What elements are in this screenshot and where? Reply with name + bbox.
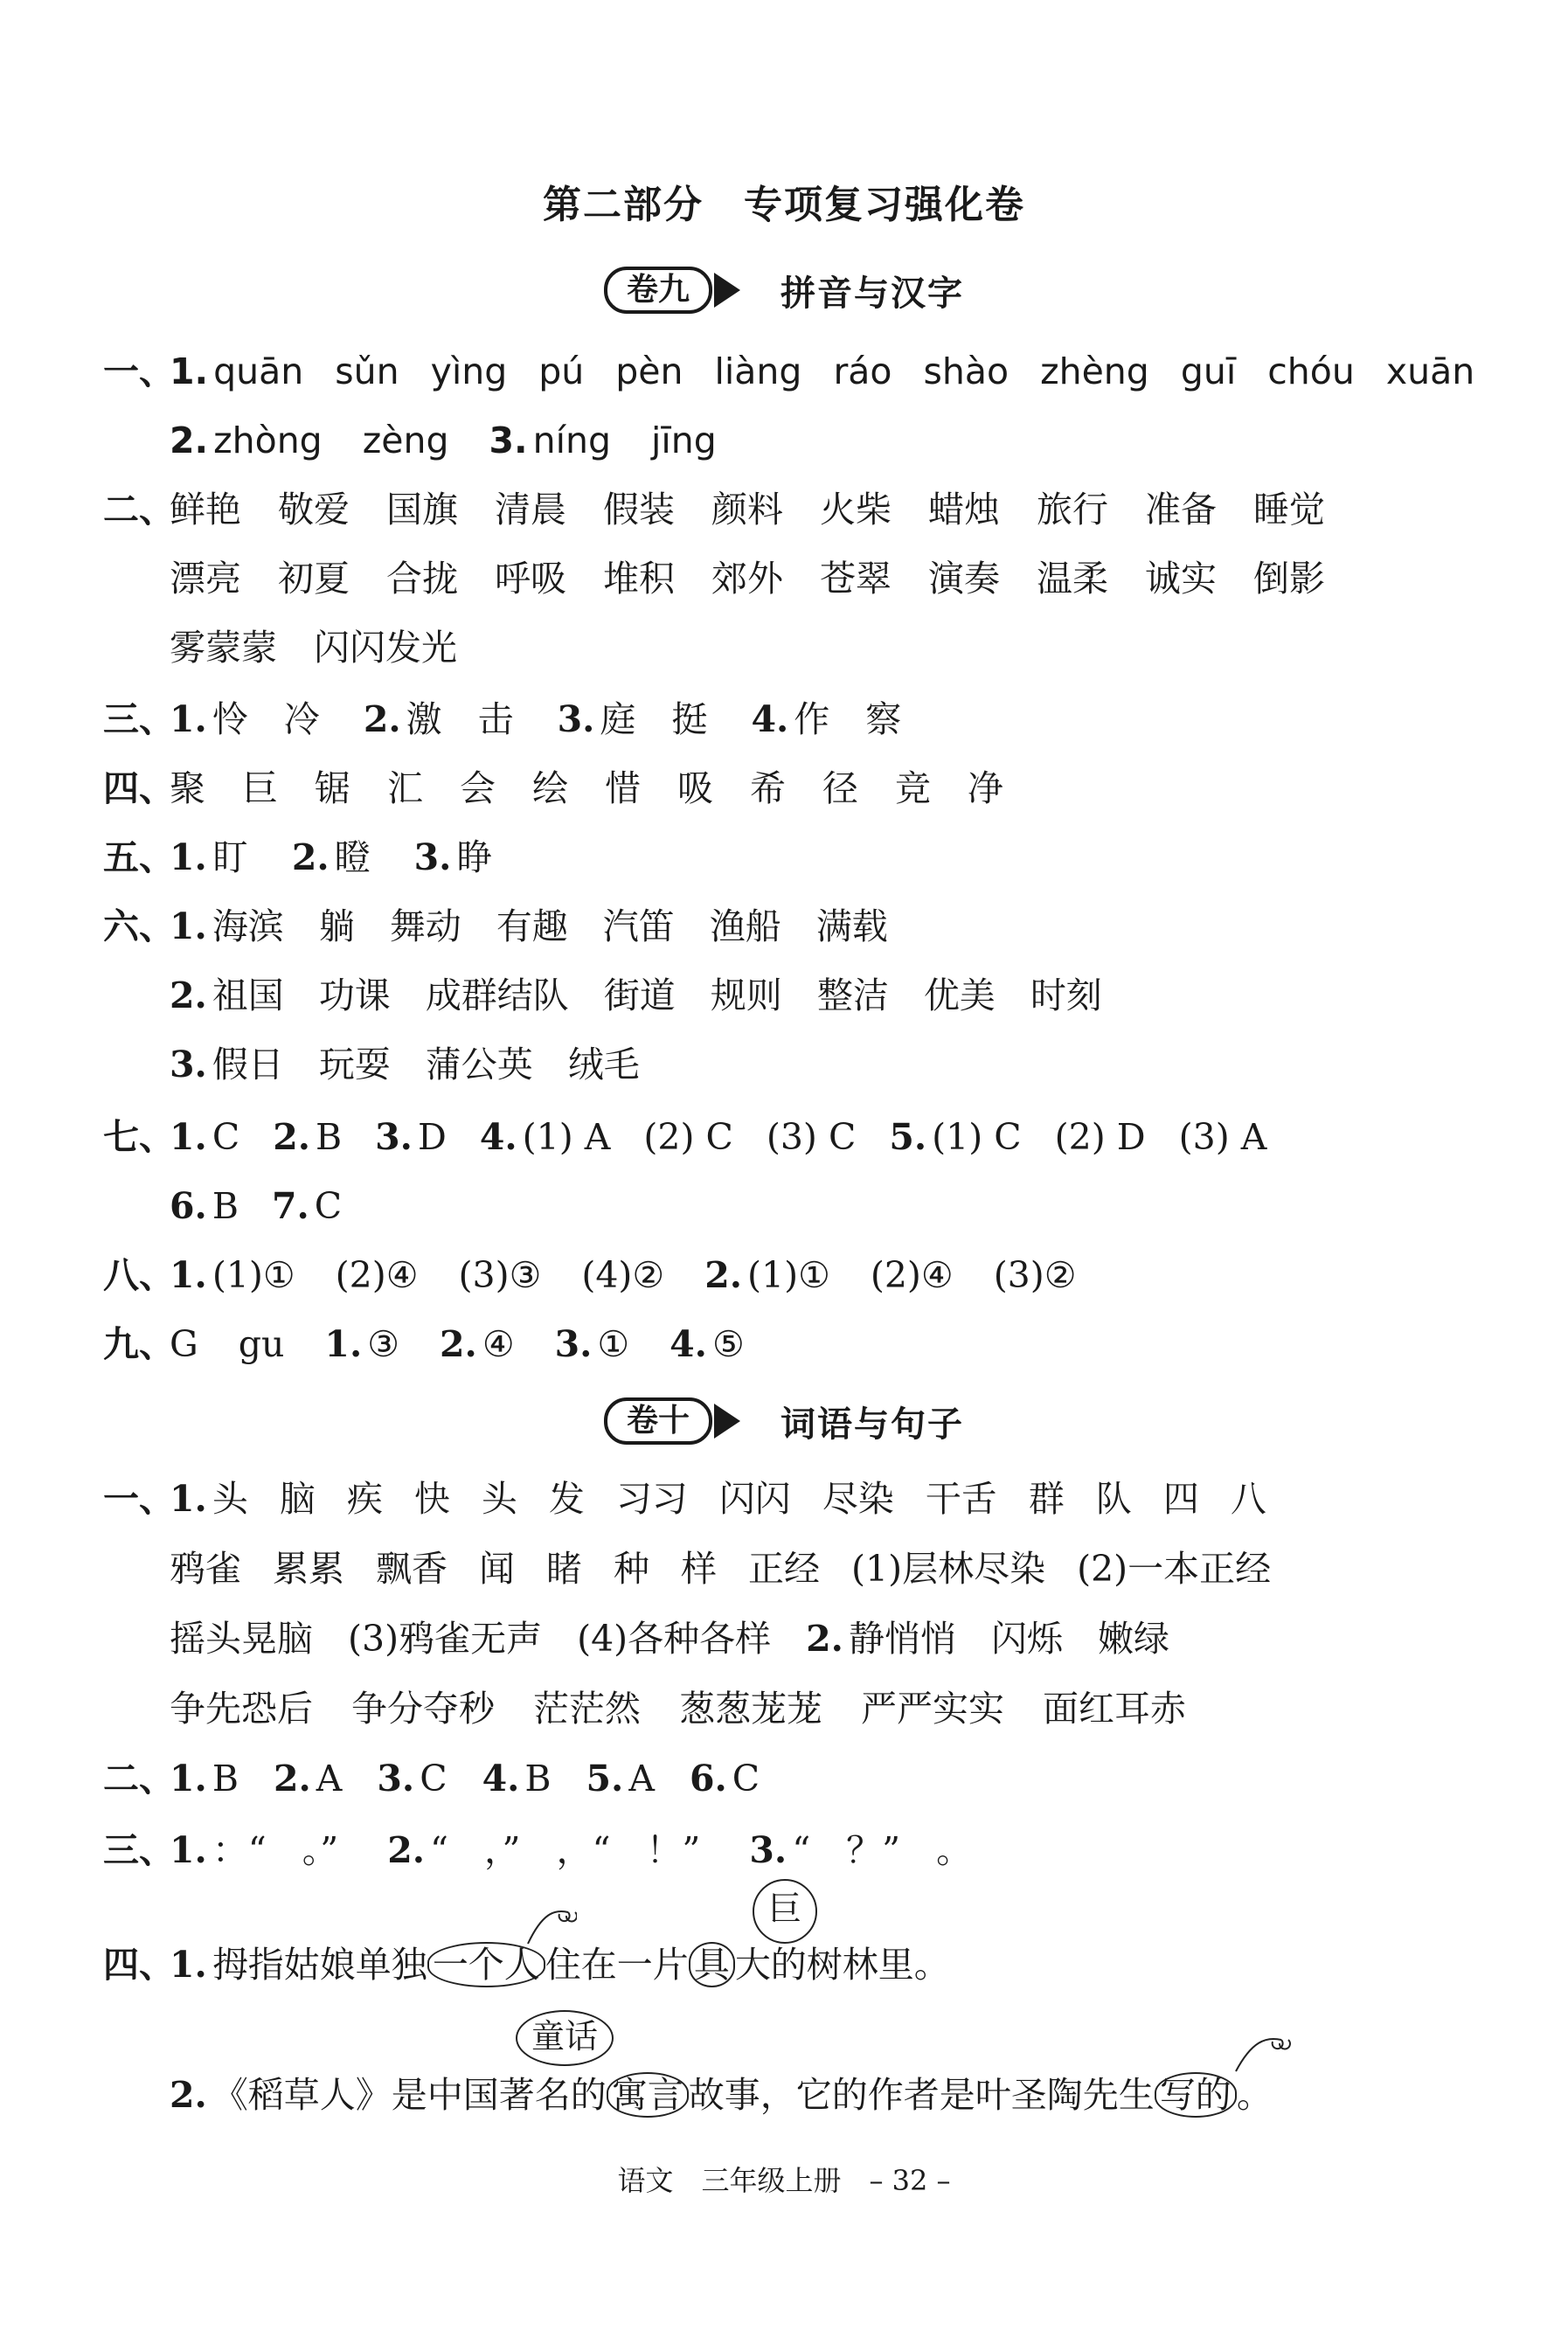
answer-item: 4. (1) A	[479, 1116, 611, 1158]
answer-item: 满载	[815, 905, 888, 947]
q2-line-2	[103, 548, 1362, 609]
answer-item: 严严实实	[861, 1688, 1004, 1730]
s10-q1-line-1: 一、 1. 头 脑 疾 快 头 发 习习 闪闪 尽染 干舌 群 队 四 八	[103, 1468, 1298, 1529]
answer-item: 疾	[346, 1478, 383, 1520]
answer-item: (3)③	[458, 1254, 542, 1296]
q2-line-3	[103, 617, 494, 678]
answer-item: 合拢	[386, 558, 458, 600]
s10-q1-line-3: 摇头晃脑 (3)鸦雀无声 (4)各种各样 2. 静悄悄 闪烁 嫩绿	[103, 1608, 1204, 1669]
answer-item: 正经	[748, 1548, 820, 1590]
answer-item: 4. 作 察	[751, 698, 902, 740]
answer-item: liàng	[714, 350, 802, 392]
answer-item: 锯	[315, 767, 350, 809]
answer-item: 3. 庭 挺	[557, 698, 708, 740]
circled-word: 寓言	[607, 2072, 689, 2118]
section-header-10	[0, 1395, 1568, 1447]
answer-item: 1. C	[170, 1116, 240, 1158]
answer-item: 舞动	[389, 905, 461, 947]
answer-item: sǔn	[335, 350, 399, 392]
answer-item: 1. ：“ 。”	[170, 1829, 339, 1871]
answer-item: 头	[481, 1478, 517, 1520]
s10-q4-line-2: 2. 《稻草人》是中国著名的 寓言 故事，它的作者是叶圣陶先生 写的 。	[170, 2074, 1273, 2116]
answer-item: 静悄悄	[848, 1618, 956, 1660]
answer-item: 闻	[479, 1548, 515, 1590]
answer-item: 倒影	[1253, 558, 1325, 600]
answer-item: 2. “ ，” ，“ ！”	[387, 1829, 701, 1871]
answer-item: (3)鸦雀无声	[348, 1618, 543, 1660]
answer-item: 争分夺秒	[351, 1688, 495, 1730]
answer-item: 2. B	[273, 1116, 343, 1158]
answer-item: 5. A	[586, 1758, 655, 1800]
answer-item: 群	[1028, 1478, 1065, 1520]
answer-item: (4)各种各样	[577, 1618, 772, 1660]
answer-item: 八	[1230, 1478, 1266, 1520]
answer-item: 优美	[923, 974, 996, 1016]
answer-item: 葱葱茏茏	[679, 1688, 822, 1730]
answer-item: (2)④	[335, 1254, 419, 1296]
answer-item: 4. ⑤	[670, 1323, 745, 1365]
answer-item: 样	[681, 1548, 717, 1590]
answer-item: 闪烁	[990, 1618, 1063, 1660]
answer-item: shào	[923, 350, 1009, 392]
q2-line-1: 二、 鲜艳 敬爱 国旗 清晨 假装 颜料 火柴 蜡烛 旅行 准备 睡觉	[103, 479, 1362, 540]
answer-item: 绘	[532, 767, 568, 809]
answer-item: 3. “ ？” 。	[749, 1829, 973, 1871]
answer-item: 汽笛	[602, 905, 675, 947]
answer-item: 蒲公英	[425, 1044, 533, 1085]
answer-item: 诚实	[1145, 558, 1217, 600]
q9-line: 九、 G gu 1. ③ 2. ④ 3. ① 4. ⑤	[103, 1314, 785, 1375]
play-triangle-icon	[714, 273, 740, 308]
answer-item: 鸦雀	[170, 1548, 241, 1590]
answer-item: 队	[1095, 1478, 1132, 1520]
answer-item: 假日	[212, 1044, 284, 1085]
answer-item: 干舌	[925, 1478, 997, 1520]
answer-item: G	[170, 1323, 198, 1365]
s10-q1-line-4	[103, 1678, 1225, 1739]
play-triangle-icon	[714, 1404, 740, 1439]
answer-item: 呼吸	[495, 558, 566, 600]
answer-item: guī	[1180, 350, 1237, 392]
answer-item: 希	[750, 767, 786, 809]
answer-item: 祖国	[212, 974, 284, 1016]
answer-item: 睡觉	[1253, 489, 1325, 530]
correction-circle: 童话	[516, 2010, 614, 2066]
answer-item: 鲜艳	[170, 489, 241, 530]
page-title: 第二部分 专项复习强化卷	[543, 183, 1025, 227]
answer-item: 有趣	[496, 905, 568, 947]
answer-item: 汇	[387, 767, 423, 809]
answer-item: 整洁	[816, 974, 889, 1016]
answer-item: 温柔	[1037, 558, 1108, 600]
answer-item: 1. (1)①	[170, 1254, 295, 1296]
answer-item: 功课	[318, 974, 391, 1016]
answer-item: 火柴	[820, 489, 892, 530]
answer-item: 2. 激 击	[363, 698, 514, 740]
answer-item: 惜	[605, 767, 641, 809]
answer-item: 6. C	[689, 1758, 760, 1800]
answer-item: yìng	[430, 350, 508, 392]
answer-item: 7. C	[271, 1185, 343, 1227]
answer-item: 蜡烛	[928, 489, 1000, 530]
answer-item: 时刻	[1030, 974, 1102, 1016]
answer-item: 海滨	[212, 905, 284, 947]
answer-item: 堆积	[603, 558, 675, 600]
answer-item: ráo	[833, 350, 892, 392]
answer-item: 吸	[677, 767, 713, 809]
answer-item: (2)一本正经	[1077, 1548, 1272, 1590]
answer-item: 面红耳赤	[1043, 1688, 1186, 1730]
s10-q1-line-2	[103, 1538, 1302, 1599]
answer-item: 头	[212, 1478, 248, 1520]
answer-item: 国旗	[386, 489, 458, 530]
answer-item: 巨	[242, 767, 278, 809]
answer-item: (4)②	[581, 1254, 665, 1296]
answer-item: 聚	[170, 767, 205, 809]
answer-item: 敬爱	[278, 489, 350, 530]
answer-item: quān	[213, 350, 304, 392]
answer-item: (2) D	[1054, 1116, 1146, 1158]
answer-item: 清晨	[495, 489, 566, 530]
answer-item: xuān	[1385, 350, 1475, 392]
answer-item: (2) C	[643, 1116, 733, 1158]
answer-item: 假装	[603, 489, 675, 530]
answer-item: 颜料	[711, 489, 783, 530]
answer-item: 2. ④	[440, 1323, 515, 1365]
answer-item: 初夏	[278, 558, 350, 600]
answer-item: 3. ①	[554, 1323, 630, 1365]
answer-item: 摇头晃脑	[170, 1618, 313, 1660]
answer-item: pú	[538, 350, 585, 392]
answer-item: 1. 怜 冷	[170, 698, 320, 740]
answer-item: 演奏	[928, 558, 1000, 600]
answer-item: chóu	[1267, 350, 1355, 392]
q3-line: 三、 1. 怜 冷 2. 激 击 3. 庭 挺 4. 作 察	[103, 689, 945, 750]
circled-word: 写的	[1155, 2072, 1237, 2118]
q6-line-1: 六、 1. 海滨 躺 舞动 有趣 汽笛 渔船 满载	[103, 896, 923, 957]
answer-item: (2)④	[870, 1254, 954, 1296]
answer-item: 躺	[318, 905, 355, 947]
q5-line: 五、 1. 盯 2. 瞪 3. 睁	[103, 827, 536, 888]
q1-line-2: 2. zhòng zèng 3. níng jīng	[170, 420, 717, 461]
answer-item: 净	[968, 767, 1003, 809]
answer-item: 种	[614, 1548, 649, 1590]
q7-line-1: 七、 1. C 2. B 3. D 4. (1) A (2) C (3) C 5. (1) C (2) D (3) A	[103, 1106, 1300, 1168]
answer-item: 习习	[615, 1478, 688, 1520]
answer-item: 旅行	[1037, 489, 1108, 530]
answer-item: 累累	[273, 1548, 344, 1590]
answer-item: 发	[548, 1478, 585, 1520]
s10-q3-line: 三、 1. ：“ 。” 2. “ ，” ，“ ！” 3. “ ？” 。	[103, 1820, 1021, 1881]
answer-item: 3. C	[377, 1758, 448, 1800]
answer-item: 漂亮	[170, 558, 241, 600]
answer-item: 郊外	[711, 558, 783, 600]
answer-item: 2. 瞪	[291, 836, 371, 878]
page-footer: 语文 三年级上册 – 32 –	[617, 2164, 951, 2197]
answer-item: 3. D	[375, 1116, 447, 1158]
q4-line: 四、 聚 巨 锯 汇 会 绘 惜 吸 希 径 竞 净	[103, 758, 1040, 819]
answer-item: 脑	[279, 1478, 316, 1520]
answer-item: 规则	[710, 974, 782, 1016]
answer-item: 竞	[895, 767, 931, 809]
answer-item: 闪闪	[718, 1478, 791, 1520]
answer-item: 茫茫然	[533, 1688, 641, 1730]
q8-line: 八、 1. (1)① (2)④ (3)③ (4)② 2. (1)① (2)④ (3)②	[103, 1245, 1117, 1306]
answer-item: 径	[822, 767, 858, 809]
answer-item: 成群结队	[425, 974, 569, 1016]
answer-item: 闪闪发光	[314, 627, 457, 669]
correction-circle: 巨	[753, 1879, 817, 1944]
section-header-9	[0, 264, 1568, 316]
q6-line-2: 2. 祖国 功课 成群结队 街道 规则 整洁 优美 时刻	[103, 965, 1137, 1026]
answer-item: (3) A	[1178, 1116, 1267, 1158]
answer-item: 1. ③	[324, 1323, 399, 1365]
answer-item: 1. B	[170, 1758, 239, 1800]
answer-item: 雾蒙蒙	[170, 627, 277, 669]
s10-q2-line: 二、 1. B 2. A 3. C 4. B 5. A 6. C	[103, 1748, 794, 1809]
pinyin-list	[213, 341, 1506, 402]
answer-item: 准备	[1145, 489, 1217, 530]
answer-item: 睹	[546, 1548, 582, 1590]
s10-q4-line-1: 四、 1. 拇指姑娘单独 一个人 住在一片 具 大的树林里。	[103, 1944, 950, 1986]
q6-line-3: 3. 假日 玩耍 蒲公英 绒毛	[103, 1034, 675, 1095]
answer-item: zhèng	[1040, 350, 1149, 392]
answer-item: 2. A	[273, 1758, 343, 1800]
answer-item: 渔船	[709, 905, 781, 947]
section-title: 词语与句子	[781, 1404, 964, 1445]
answer-item: 飘香	[376, 1548, 448, 1590]
answer-item: gu	[238, 1323, 285, 1365]
answer-item: 1. 盯	[170, 836, 248, 878]
answer-item: 4. B	[482, 1758, 552, 1800]
answer-item: (1)层林尽染	[851, 1548, 1046, 1590]
circled-word: 具	[689, 1942, 735, 1987]
answer-item: 四	[1162, 1478, 1199, 1520]
volume-badge: 卷九	[604, 267, 712, 314]
volume-badge: 卷十	[604, 1397, 712, 1445]
answer-item: 3. 睁	[413, 836, 493, 878]
answer-item: 街道	[603, 974, 676, 1016]
answer-item: 快	[413, 1478, 450, 1520]
answer-item: 苍翠	[820, 558, 892, 600]
answer-item: 嫩绿	[1097, 1618, 1169, 1660]
answer-item: 会	[460, 767, 496, 809]
section-title: 拼音与汉字	[781, 273, 964, 314]
answer-item: 争先恐后	[170, 1688, 313, 1730]
circled-word: 一个人	[427, 1942, 545, 1987]
answer-item: 2. (1)①	[704, 1254, 830, 1296]
answer-item: 5. (1) C	[889, 1116, 1022, 1158]
answer-item: 6. B	[170, 1185, 239, 1227]
answer-item: 尽染	[822, 1478, 894, 1520]
answer-item: pèn	[615, 350, 683, 392]
q7-line-2	[103, 1175, 375, 1237]
answer-item: (3)②	[993, 1254, 1077, 1296]
answer-item: 玩耍	[318, 1044, 391, 1085]
q1-line-1: 一、 1. quān sǔn yìng pú pèn liàng ráo shào zhèng guī chóu xuān	[103, 341, 1506, 402]
answer-item: 绒毛	[567, 1044, 640, 1085]
answer-item: (3) C	[766, 1116, 857, 1158]
